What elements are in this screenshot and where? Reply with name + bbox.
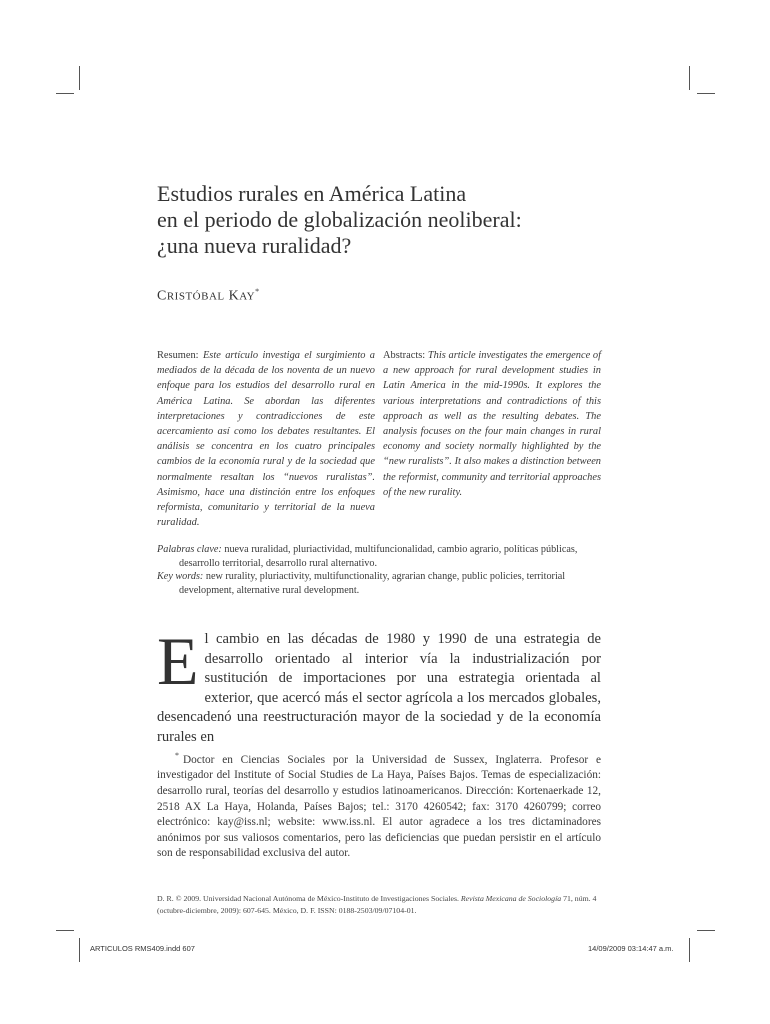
article-title [157, 181, 637, 259]
abstract-english-text: This article investigates the emergence of a new approach for rural development studies in Latin America in the mid-1990s. It explores the various interpretations and contradictions of this approach as well as the resulting debates. The analysis focuses on the four main changes in rural economy and society normally highlighted by the “new ruralists”. It also makes a distinction between the reformist, community and territorial approaches of the new rurality. [383, 350, 601, 498]
crop-mark-bottom-left-vertical [79, 938, 80, 962]
title-line: en el periodo de globalización neoliberal: [157, 207, 522, 232]
title-line: Estudios rurales en América Latina [157, 181, 467, 206]
crop-mark-top-left-vertical [79, 66, 80, 90]
author-footnote-mark: * [255, 287, 260, 296]
crop-mark-bottom-right-vertical [689, 938, 690, 962]
abstract-spanish [157, 348, 375, 530]
copyright-notice [157, 893, 601, 917]
author-first-rest: RISTÓBAL [166, 290, 225, 303]
keywords-spanish-label: Palabras clave: [157, 544, 222, 555]
abstract-spanish-label: Resumen: [157, 350, 199, 361]
author-first-initial: C [157, 288, 167, 304]
abstract-english-label: Abstracts: [383, 350, 426, 361]
journal-name: Revista Mexicana de Sociología [460, 894, 562, 903]
keywords-english-label: Key words: [157, 571, 204, 583]
footnote-mark: * [175, 751, 179, 760]
copyright-prefix: D. R. © 2009. Universidad Nacional Autónoma de México-Instituto de Investigaciones Sociales. [157, 894, 459, 903]
author-name [157, 287, 260, 305]
keywords-english [157, 570, 603, 597]
crop-mark-bottom-right-horizontal [697, 930, 715, 931]
keywords-block [157, 543, 603, 597]
keywords-english-text: new rurality, pluriactivity, multifunctionality, agrarian change, public policies, territorial development, alternative rural development. [179, 571, 566, 596]
keywords-spanish-text: nueva ruralidad, pluriactividad, multifuncionalidad, cambio agrario, políticas públicas, desarrollo territorial, desarrollo rural alternativo. [179, 544, 578, 569]
crop-mark-top-right-horizontal [697, 93, 715, 94]
crop-mark-top-right-vertical [689, 66, 690, 90]
body-paragraph [157, 623, 601, 748]
author-footnote [157, 748, 601, 862]
title-line: ¿una nueva ruralidad? [157, 233, 352, 258]
body-paragraph-text: l cambio en las décadas de 1980 y 1990 de una estrategia de desarrollo orientado al interior vía la industrialización por sustitución de importaciones por una estrategia orientada al exterior, que acercó más el sector agrícola a los mercados globales, desencadenó una reestructuración mayor de la sociedad y de la economía rurales en [157, 631, 601, 745]
drop-cap: E [157, 623, 199, 699]
crop-mark-bottom-left-horizontal [56, 930, 74, 931]
abstract-english [383, 348, 601, 500]
abstract-spanish-text: Este artículo investiga el surgimiento a mediados de la década de los noventa de un nuevo enfoque para los estudios del desarrollo rural en América Latina. Se abordan las diferentes interpretaciones y contradicciones de este acercamiento así como los debates resultantes. El análisis se concentra en los cuatro principales cambios de la economía rural y de la sociedad que normalmente resaltan los “nuevos ruralistas”. Asimismo, hace una distinción entre los enfoques reformista, comunitario y territorial de la nueva ruralidad. [157, 350, 375, 529]
author-last-rest: AY [239, 290, 256, 303]
footnote-text: Doctor en Ciencias Sociales por la Universidad de Sussex, Inglaterra. Profesor e investigador del Institute of Social Studies de La Haya, Países Bajos. Temas de especialización: desarrollo rural, teorías del desarrollo y estudios latinoamericanos. Dirección: Kortenaerkade 12, 2518 AX La Haya, Holanda, Países Bajos; tel.: 3170 4260542; fax: 3170 4260799; correo electrónico: kay@iss.nl; website: www.iss.nl. El autor agradece a los tres dictaminadores anónimos por sus valiosos comentarios, pero las deficiencias que puedan persistir en el artículo son de responsabilidad exclusiva del autor. [157, 753, 601, 860]
crop-mark-top-left-horizontal [56, 93, 74, 94]
author-last-initial: K [228, 288, 240, 304]
print-slug-timestamp: 14/09/2009 03:14:47 a.m. [588, 944, 674, 953]
copyright-suffix: 71, núm. 4 (octubre-diciembre, 2009): 607-645. México, D. F. ISSN: 0188-2503/09/07104-01. [157, 894, 597, 915]
print-slug-file: ARTICULOS RMS409.indd 607 [90, 944, 195, 953]
keywords-spanish [157, 543, 603, 570]
